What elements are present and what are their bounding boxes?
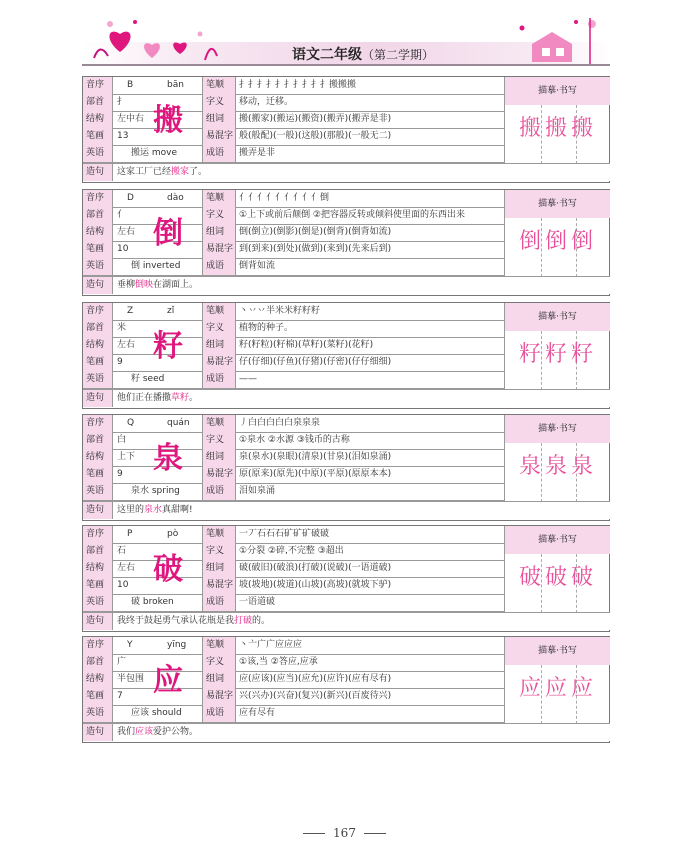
- field-label: 成语: [202, 705, 236, 722]
- info-row: [83, 145, 504, 162]
- info-row: [83, 224, 504, 241]
- field-label: 笔画: [83, 354, 113, 371]
- field-label: 音序: [83, 526, 113, 543]
- pinyin-text: bān: [167, 80, 184, 90]
- field-label: 音序: [83, 415, 113, 432]
- idiom-value: ——: [239, 374, 257, 384]
- field-label: 成语: [202, 371, 236, 388]
- order-value: 亻亻亻亻亻亻亻亻亻倒: [239, 193, 330, 203]
- info-row: [83, 654, 504, 671]
- field-label: 成语: [202, 145, 236, 162]
- tracing-area[interactable]: [504, 105, 610, 164]
- practice-header: 描摹·书写: [504, 637, 610, 665]
- english-value: 搬运 move: [131, 148, 177, 158]
- highlighted-word: 搬家: [171, 167, 190, 177]
- field-label: 笔顺: [202, 526, 236, 543]
- field-label: 成语: [202, 594, 236, 611]
- radical-value: 白: [117, 435, 127, 445]
- pinyin-value: [117, 303, 201, 320]
- field-label: 易混字: [202, 688, 236, 705]
- info-row: [83, 94, 504, 111]
- pinyin-value: [117, 526, 201, 543]
- pinyin-text: quán: [167, 418, 190, 428]
- field-label: 组词: [202, 224, 236, 241]
- radical-value: 扌: [117, 97, 127, 107]
- info-row: [83, 371, 504, 388]
- main-character: 倒: [153, 216, 183, 251]
- strokes-value: 10: [117, 580, 129, 590]
- english-value: 籽 seed: [131, 374, 165, 384]
- idiom-value: 搬弄是非: [239, 148, 276, 158]
- field-label: 音序: [83, 190, 113, 207]
- order-value: 丶亠广广应应应: [239, 640, 303, 650]
- field-label: 笔画: [83, 466, 113, 483]
- info-row: [83, 303, 504, 320]
- tracing-area[interactable]: [504, 554, 610, 613]
- words-value: 应(应该)(应当)(应允)(应许)(应有尽有): [239, 674, 392, 684]
- field-label: 部首: [83, 320, 113, 337]
- words-value: 破(破旧)(破浪)(打破)(说破)(一语道破): [239, 563, 392, 573]
- radical-value: 石: [117, 546, 127, 556]
- practice-header: 描摹·书写: [504, 77, 610, 105]
- structure-value: 左右: [117, 227, 136, 237]
- initial-letter: P: [127, 529, 133, 539]
- field-label: 笔顺: [202, 303, 236, 320]
- practice-header: 描摹·书写: [504, 190, 610, 218]
- field-label: 造句: [83, 724, 113, 741]
- english-value: 应该 should: [131, 708, 182, 718]
- field-label: 易混字: [202, 577, 236, 594]
- main-character: 泉: [153, 441, 183, 476]
- pinyin-text: pò: [167, 529, 179, 539]
- structure-value: 左中右: [117, 114, 145, 124]
- field-label: 成语: [202, 483, 236, 500]
- english-value: 破 broken: [131, 597, 174, 607]
- radical-value: 米: [117, 323, 127, 333]
- tracing-characters: 搬搬搬: [518, 116, 597, 141]
- words-value: 籽(籽粒)(籽棉)(草籽)(菜籽)(花籽): [239, 340, 374, 350]
- tracing-area[interactable]: [504, 218, 610, 277]
- info-row: [83, 415, 504, 432]
- field-label: 易混字: [202, 241, 236, 258]
- info-row: [83, 466, 504, 483]
- main-character: 破: [153, 552, 183, 587]
- main-character: 籽: [153, 329, 183, 364]
- field-label: 易混字: [202, 354, 236, 371]
- pinyin-text: yīng: [167, 640, 187, 650]
- sentence-row: [83, 502, 610, 519]
- field-label: 部首: [83, 432, 113, 449]
- info-row: [83, 577, 504, 594]
- highlighted-word: 泉水: [144, 505, 163, 515]
- highlighted-word: 应该: [135, 727, 154, 737]
- field-label: 笔顺: [202, 77, 236, 94]
- page-title: 语文二年级（第二学期）: [292, 47, 435, 63]
- character-card: [82, 189, 610, 296]
- meaning-value: ①上下或前后颠倒 ②把容器反转或倾斜使里面的东西出来: [239, 210, 465, 220]
- initial-letter: D: [127, 193, 134, 203]
- pinyin-value: [117, 190, 201, 207]
- field-label: 成语: [202, 258, 236, 275]
- confusable-value: 原(原来)(原先)(中原)(平原)(原原本本): [239, 469, 392, 479]
- field-label: 字义: [202, 207, 236, 224]
- confusable-value: 到(到来)(到处)(做到)(来到)(先来后到): [239, 244, 392, 254]
- sentence-row: [83, 613, 610, 630]
- field-label: 造句: [83, 613, 113, 630]
- info-row: [83, 705, 504, 722]
- field-label: 结构: [83, 671, 113, 688]
- field-label: 组词: [202, 449, 236, 466]
- tracing-characters: 应应应: [518, 676, 597, 701]
- info-row: [83, 190, 504, 207]
- field-label: 造句: [83, 277, 113, 294]
- field-label: 部首: [83, 654, 113, 671]
- field-label: 易混字: [202, 128, 236, 145]
- order-value: 一丆石石石矿矿矿破破: [239, 529, 330, 539]
- english-value: 泉水 spring: [131, 486, 180, 496]
- field-label: 结构: [83, 449, 113, 466]
- field-label: 结构: [83, 560, 113, 577]
- pinyin-value: [117, 637, 201, 654]
- tracing-area[interactable]: [504, 665, 610, 724]
- field-label: 造句: [83, 390, 113, 407]
- field-label: 结构: [83, 111, 113, 128]
- sentence-row: [83, 277, 610, 294]
- structure-value: 左右: [117, 563, 136, 573]
- info-row: [83, 594, 504, 611]
- practice-header: 描摹·书写: [504, 303, 610, 331]
- sentence-text: 这家工厂已经搬家了。: [117, 167, 208, 177]
- structure-value: 上下: [117, 452, 136, 462]
- tracing-characters: 籽籽籽: [518, 342, 597, 367]
- page-header: [82, 14, 610, 66]
- english-value: 倒 inverted: [131, 261, 181, 271]
- character-card: [82, 302, 610, 409]
- idiom-value: 泪如泉涌: [239, 486, 276, 496]
- field-label: 部首: [83, 207, 113, 224]
- main-character: 应: [153, 663, 183, 698]
- field-label: 组词: [202, 111, 236, 128]
- field-label: 易混字: [202, 466, 236, 483]
- field-label: 英语: [83, 258, 113, 275]
- field-label: 英语: [83, 483, 113, 500]
- character-card: [82, 76, 610, 183]
- field-label: 结构: [83, 337, 113, 354]
- house-decoration-icon: [512, 14, 610, 64]
- field-label: 字义: [202, 543, 236, 560]
- meaning-value: 植物的种子。: [239, 323, 294, 333]
- sentence-row: [83, 724, 610, 741]
- words-value: 泉(泉水)(泉眼)(清泉)(甘泉)(泪如泉涌): [239, 452, 392, 462]
- field-label: 部首: [83, 94, 113, 111]
- sentence-row: [83, 390, 610, 407]
- field-label: 音序: [83, 77, 113, 94]
- info-row: [83, 320, 504, 337]
- character-card: [82, 636, 610, 743]
- sentence-text: 这里的泉水真甜啊!: [117, 505, 193, 515]
- field-label: 笔顺: [202, 415, 236, 432]
- sentence-row: [83, 164, 610, 181]
- highlighted-word: 打破: [234, 616, 253, 626]
- field-label: 字义: [202, 94, 236, 111]
- order-value: 丿白白白白白泉泉泉: [239, 418, 321, 428]
- field-label: 字义: [202, 320, 236, 337]
- pinyin-text: zǐ: [167, 306, 175, 316]
- radical-value: 广: [117, 657, 127, 667]
- page-footer: [0, 826, 689, 840]
- sentence-text: 垂柳倒映在湖面上。: [117, 280, 199, 290]
- field-label: 字义: [202, 432, 236, 449]
- info-row: [83, 258, 504, 275]
- tracing-characters: 泉泉泉: [518, 454, 597, 479]
- strokes-value: 7: [117, 691, 123, 701]
- pinyin-text: dào: [167, 193, 184, 203]
- info-row: [83, 483, 504, 500]
- field-label: 音序: [83, 637, 113, 654]
- field-label: 结构: [83, 224, 113, 241]
- field-label: 笔画: [83, 688, 113, 705]
- confusable-value: 兴(兴办)(兴奋)(复兴)(新兴)(百废待兴): [239, 691, 392, 701]
- field-label: 英语: [83, 705, 113, 722]
- field-label: 组词: [202, 560, 236, 577]
- page-number: 167: [333, 826, 356, 840]
- order-value: 扌扌扌扌扌扌扌扌扌扌搬搬搬: [239, 80, 357, 90]
- field-label: 造句: [83, 164, 113, 181]
- info-row: [83, 337, 504, 354]
- heart-decoration-icon: [90, 14, 230, 64]
- character-card: [82, 414, 610, 521]
- strokes-value: 9: [117, 469, 123, 479]
- words-value: 倒(倒立)(倒影)(倒是)(倒背)(倒背如流): [239, 227, 392, 237]
- info-row: [83, 207, 504, 224]
- idiom-value: 一语道破: [239, 597, 276, 607]
- highlighted-word: 草籽: [171, 393, 190, 403]
- structure-value: 左右: [117, 340, 136, 350]
- radical-value: 亻: [117, 210, 127, 220]
- meaning-value: ①分裂 ②碎,不完整 ③超出: [239, 546, 344, 556]
- sentence-text: 我终于鼓起勇气承认花瓶是我打破的。: [117, 616, 271, 626]
- info-row: [83, 526, 504, 543]
- initial-letter: Y: [127, 640, 133, 650]
- field-label: 组词: [202, 337, 236, 354]
- confusable-value: 坡(坡地)(坡道)(山坡)(高坡)(就坡下驴): [239, 580, 392, 590]
- field-label: 英语: [83, 371, 113, 388]
- field-label: 笔顺: [202, 190, 236, 207]
- structure-value: 半包围: [117, 674, 145, 684]
- info-row: [83, 637, 504, 654]
- confusable-value: 般(般配)(一般)(这般)(那般)(一般无二): [239, 131, 392, 141]
- info-row: [83, 77, 504, 94]
- field-label: 笔顺: [202, 637, 236, 654]
- sentence-text: 他们正在播撒草籽。: [117, 393, 199, 403]
- field-label: 笔画: [83, 241, 113, 258]
- pinyin-value: [117, 415, 201, 432]
- meaning-value: ①该,当 ②答应,应承: [239, 657, 318, 667]
- tracing-area[interactable]: [504, 331, 610, 390]
- field-label: 英语: [83, 145, 113, 162]
- strokes-value: 13: [117, 131, 129, 141]
- field-label: 造句: [83, 502, 113, 519]
- order-value: 丶丷丷半米米籽籽籽: [239, 306, 321, 316]
- field-label: 笔画: [83, 577, 113, 594]
- strokes-value: 9: [117, 357, 123, 367]
- field-label: 字义: [202, 654, 236, 671]
- info-row: [83, 560, 504, 577]
- tracing-area[interactable]: [504, 443, 610, 502]
- words-value: 搬(搬家)(搬运)(搬资)(搬弄)(搬弄是非): [239, 114, 392, 124]
- info-row: [83, 111, 504, 128]
- idiom-value: 应有尽有: [239, 708, 276, 718]
- main-character: 搬: [153, 103, 183, 138]
- character-card: [82, 525, 610, 632]
- meaning-value: ①泉水 ②水源 ③钱币的古称: [239, 435, 350, 445]
- field-label: 音序: [83, 303, 113, 320]
- info-row: [83, 543, 504, 560]
- info-row: [83, 671, 504, 688]
- info-row: [83, 241, 504, 258]
- field-label: 英语: [83, 594, 113, 611]
- field-label: 部首: [83, 543, 113, 560]
- info-row: [83, 432, 504, 449]
- practice-header: 描摹·书写: [504, 526, 610, 554]
- tracing-characters: 破破破: [518, 565, 597, 590]
- info-row: [83, 449, 504, 466]
- highlighted-word: 倒映: [135, 280, 154, 290]
- tracing-characters: 倒倒倒: [518, 229, 597, 254]
- confusable-value: 仔(仔细)(仔鱼)(仔猪)(仔密)(仔仔细细): [239, 357, 392, 367]
- info-row: [83, 128, 504, 145]
- field-label: 笔画: [83, 128, 113, 145]
- info-row: [83, 688, 504, 705]
- initial-letter: B: [127, 80, 134, 90]
- initial-letter: Q: [127, 418, 135, 428]
- header-divider: [82, 64, 610, 66]
- initial-letter: Z: [127, 306, 134, 316]
- sentence-text: 我们应该爱护公物。: [117, 727, 199, 737]
- field-label: 组词: [202, 671, 236, 688]
- pinyin-value: [117, 77, 201, 94]
- meaning-value: 移动，迁移。: [239, 97, 294, 107]
- practice-header: 描摹·书写: [504, 415, 610, 443]
- info-row: [83, 354, 504, 371]
- strokes-value: 10: [117, 244, 129, 254]
- idiom-value: 倒背如流: [239, 261, 276, 271]
